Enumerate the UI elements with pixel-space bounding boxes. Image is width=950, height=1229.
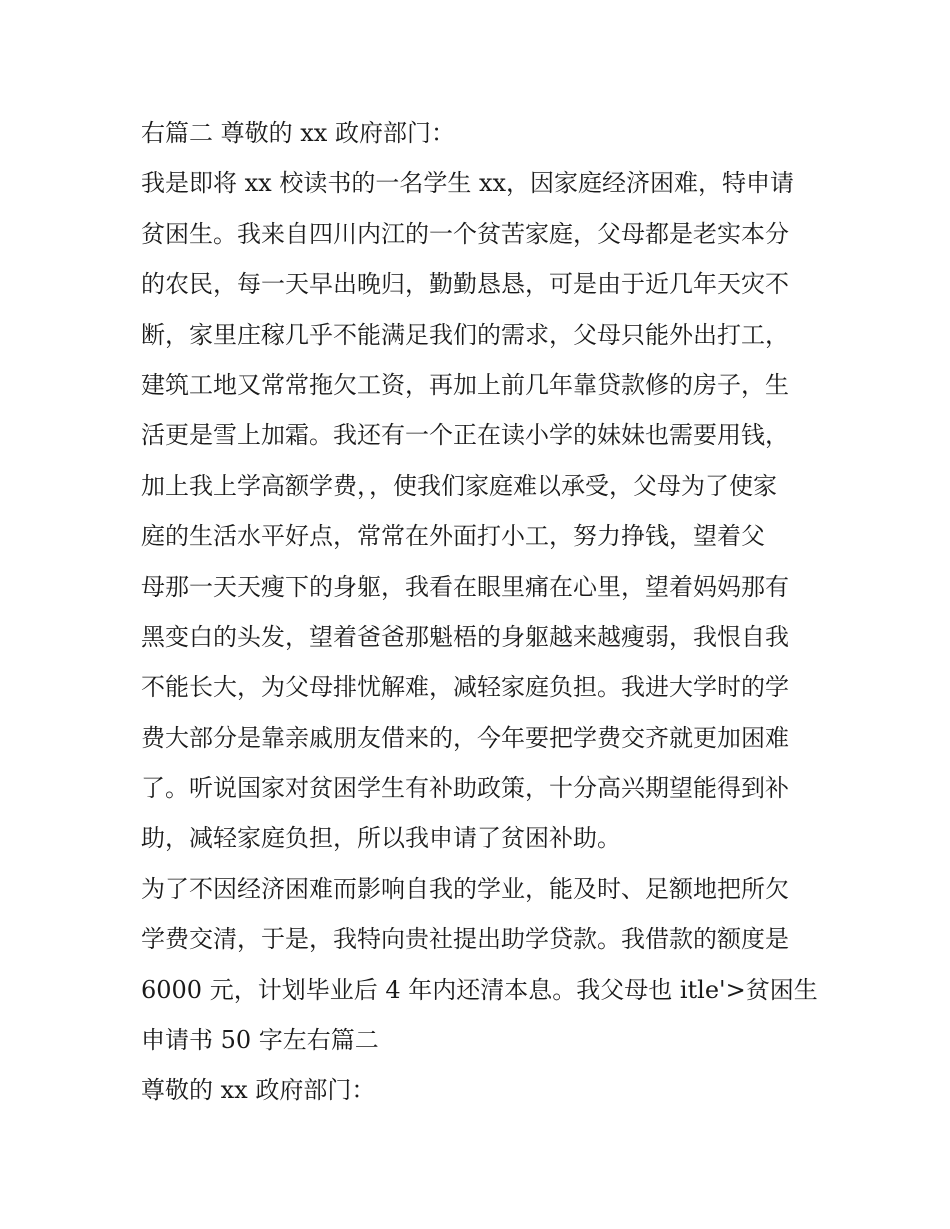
text-line: 右篇二 尊敬的 xx 政府部门： — [141, 119, 455, 147]
text-line: 贫困生。我来自四川内江的一个贫苦家庭，父母都是老实本分 — [141, 219, 789, 248]
text-line: 不能长大，为父母排忧解难，减轻家庭负担。我进大学时的学 — [141, 673, 789, 702]
text-line: 加上我上学高额学费，，使我们家庭难以承受，父母为了使家 — [141, 471, 777, 500]
text-line: 为了不因经济困难而影响自我的学业，能及时、足额地把所欠 — [141, 874, 789, 903]
text-line: 尊敬的 xx 政府部门： — [141, 1076, 376, 1105]
text-line: 黑变白的头发，望着爸爸那魁梧的身躯越来越瘦弱，我恨自我 — [141, 622, 789, 651]
body-text — [141, 108, 831, 1116]
text-line: 建筑工地又常常拖欠工资，再加上前几年靠贷款修的房子，生 — [141, 370, 789, 399]
text-line: 学费交清，于是，我特向贵社提出助学贷款。我借款的额度是 — [141, 925, 789, 954]
text-line: 了。听说国家对贫困学生有补助政策，十分高兴期望能得到补 — [141, 774, 789, 803]
text-line: 活更是雪上加霜。我还有一个正在读小学的妹妹也需要用钱， — [141, 421, 789, 450]
text-line: 我是即将 xx 校读书的一名学生 xx，因家庭经济困难，特申请 — [141, 169, 795, 198]
text-line: 断，家里庄稼几乎不能满足我们的需求，父母只能外出打工， — [141, 320, 789, 349]
text-line: 庭的生活水平好点，常常在外面打小工，努力挣钱，望着父 — [141, 522, 765, 551]
text-line: 母那一天天瘦下的身躯，我看在眼里痛在心里，望着妈妈那有 — [141, 572, 789, 601]
text-line: 6000 元，计划毕业后 4 年内还清本息。我父母也 itle'>贫困生 — [141, 975, 818, 1004]
text-line: 的农民，每一天早出晚归，勤勤恳恳，可是由于近几年天灾不 — [141, 270, 789, 299]
text-line: 申请书 50 字左右篇二 — [141, 1026, 379, 1055]
text-line: 费大部分是靠亲戚朋友借来的，今年要把学费交齐就更加困难 — [141, 723, 789, 752]
text-line: 助，减轻家庭负担，所以我申请了贫困补助。 — [141, 824, 621, 853]
